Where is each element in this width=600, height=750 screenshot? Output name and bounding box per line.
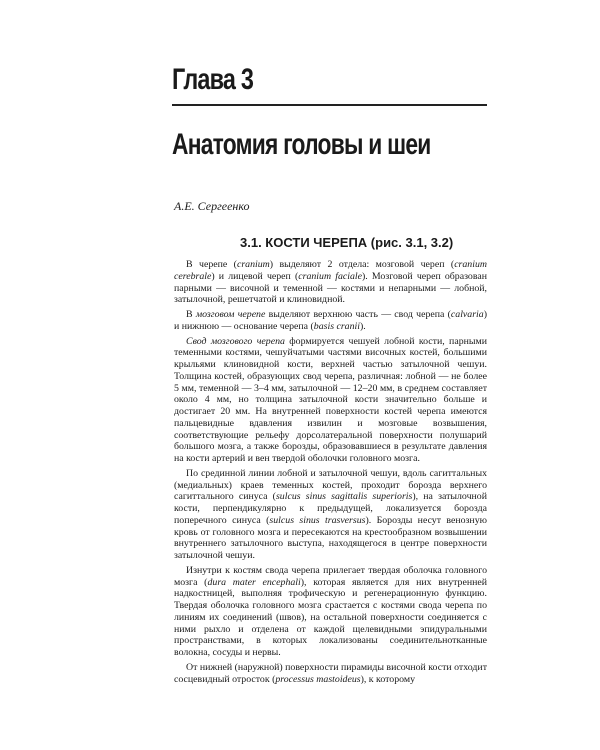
latin-term: cranium [236,259,270,270]
text-run: ) и нижнюю — основание черепа ( [174,309,487,332]
text-run: ), к которому [360,673,416,685]
chapter-divider [172,104,487,106]
text-run: От нижней (наружной) поверхности пирамиды височной кости отходит сосцевидный отросток ( [174,661,487,685]
latin-term: sulcus sinus sagittalis superioris [275,491,413,503]
text-run: По срединной линии лобной и затылочной чешуи, вдоль сагиттальных (медиальных) краев теменных костей, проходит борозда верхнего сагиттального синуса ( [174,467,487,503]
chapter-label: Глава 3 [172,63,254,96]
section-figure-ref: (рис. 3.1, 3.2) [367,235,454,250]
text-run: выделяют верхнюю часть — свод черепа ( [265,309,451,320]
text-run: ). Борозды несут венозную кровь от головного мозга и пересекаются на крестообразном возвышении внутреннего затылочного выступа, находящегося в центре поверхности затылочной чешуи. [174,514,487,561]
text-run: ) выделяют 2 отдела: мозговой череп ( [269,259,455,270]
latin-term: cranium faciale [298,270,362,282]
latin-term: calvaria [450,309,484,320]
text-run: В черепе ( [186,259,237,270]
text-run: ), на затылочной кости, перпендикулярно к предыдущей, локализуется борозда поперечного синуса ( [174,491,487,526]
paragraph [174,336,487,465]
paragraph [174,565,487,659]
text-run: ) и лицевой череп ( [211,270,299,282]
latin-term: dura mater encephali [207,576,301,588]
latin-term: мозговом черепе [195,309,266,320]
latin-term: basis cranii [313,320,360,332]
text-run: ). [360,320,366,332]
text-run: ), которая является для них внутренней надкостницей, выполняя трофическую и регенерационную функцию. Твердая оболочка головного мозга срастается с костями свода черепа по линиям их соединений (швов), на остальной поверхности соединяется с ними рыхло и отделена от каждой щелевидными эпидуральными пространствами, в которых локализованы соединительнотканные волокна, сосуды и нервы. [174,576,488,658]
latin-term: sulcus sinus trasversus [269,514,366,526]
latin-term: processus mastoideus [275,673,361,685]
paragraph [174,309,487,333]
author: А.Е. Сергеенко [174,199,250,213]
latin-term: cranium cerebrale [174,259,487,282]
paragraph [174,662,487,686]
body-text [174,259,487,688]
text-run: ). Мозговой череп образован парными — височной и теменной — костями и непарными — лобной, затылочной, решетчатой и клиновидной. [174,270,487,306]
section-number-title: 3.1. КОСТИ ЧЕРЕПА [240,235,368,250]
paragraph [174,468,487,562]
text-run: В [186,309,196,320]
text-run: формируется чешуей лобной кости, парными теменными костями, чешуйчатыми частями височных костей, большими крыльями клиновидной кости, верхней частью затылочной чешуи. Толщина костей, образующих свод черепа, различная: лобной — не более 5 мм, теменной — 3–4 мм, затылочной — 12–20 мм, в среднем составляет около 4 мм, но толщина затылочной кости значительно больше и достигает 20 мм. На внутренней поверхности костей черепа имеются пальцевидные вдавления извилин и мозговые возвышения, соответствующие рельефу дорсолатеральной поверхности полушарий большого мозга, а также борозды, образовавшиеся в результате давления на кости артерий и вен твердой оболочки головного мозга. [174,335,487,464]
text-run: Изнутри к костям свода черепа прилегает твердая оболочка головного мозга ( [174,564,487,588]
chapter-title: Анатомия головы и шеи [172,128,431,161]
latin-term: Свод мозгового черепа [186,335,285,347]
section-heading [240,235,453,250]
paragraph [174,259,487,306]
